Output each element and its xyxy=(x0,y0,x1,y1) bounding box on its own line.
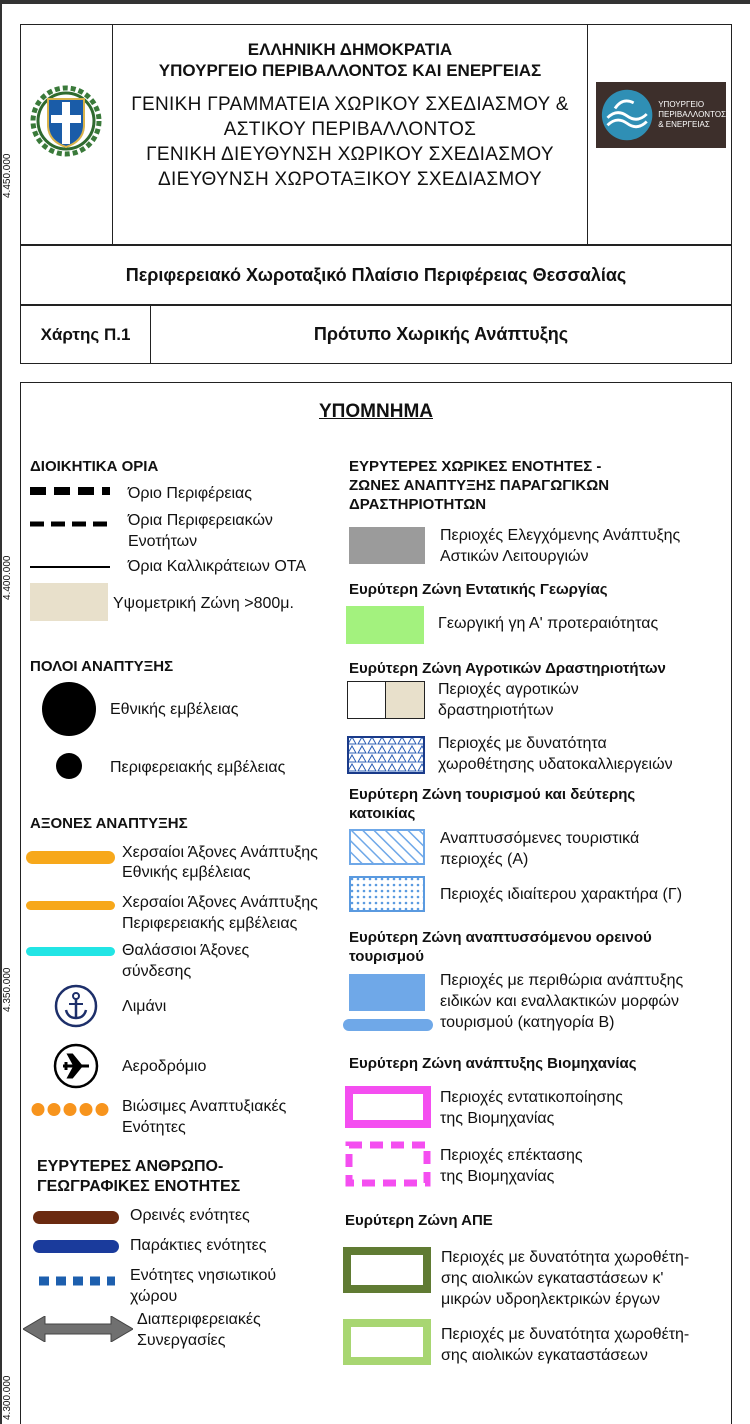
legend-label: Περιοχές με δυνατότητα xyxy=(438,735,607,752)
legend-label: Θαλάσσιοι Άξονες xyxy=(122,942,250,959)
national-pole-icon xyxy=(41,681,97,737)
double-arrow-icon xyxy=(23,1316,133,1342)
mountain-units-symbol xyxy=(33,1211,119,1224)
tourism-a-swatch xyxy=(349,829,425,865)
legend-label: Όρια Καλλικράτειων ΟΤΑ xyxy=(128,558,307,575)
coastal-units-symbol xyxy=(33,1240,119,1253)
legend-label: Διαπεριφερειακές xyxy=(137,1311,261,1328)
legend-label: Όριο Περιφέρειας xyxy=(128,485,252,502)
header-line: ΔΙΕΥΘΥΝΣΗ ΧΩΡΟΤΑΞΙΚΟΥ ΣΧΕΔΙΑΣΜΟΥ xyxy=(158,169,542,190)
legend-label: της Βιομηχανίας xyxy=(440,1168,555,1185)
section-title-anthro: ΕΥΡΥΤΕΡΕΣ ΑΝΘΡΩΠΟ- xyxy=(37,1158,224,1175)
sustainable-units-symbol xyxy=(30,1102,110,1117)
tourism-g-swatch xyxy=(349,876,425,912)
section-title-zones: ΖΩΝΕΣ ΑΝΑΠΤΥΞΗΣ ΠΑΡΑΓΩΓΙΚΩΝ xyxy=(349,477,610,494)
region-boundary-symbol xyxy=(30,486,110,496)
wave-logo-icon xyxy=(600,86,654,144)
legend-label: Όρια Περιφερειακών xyxy=(128,512,273,529)
legend-label: τουρισμού (κατηγορία Β) xyxy=(440,1014,615,1031)
ministry-logo-cell xyxy=(587,25,731,244)
header-box xyxy=(20,24,732,364)
sea-axis-symbol xyxy=(26,947,115,956)
legend-label: σης αιολικών εγκαταστάσεων xyxy=(441,1347,648,1364)
national-axis-symbol xyxy=(26,851,115,864)
mountain-tourism-line-symbol xyxy=(343,1019,433,1031)
logo-text: & ΕΝΕΡΓΕΙΑΣ xyxy=(658,120,710,129)
legend-label: Βιώσιμες Αναπτυξιακές xyxy=(122,1098,287,1115)
section-title-zones: ΕΥΡΥΤΕΡΕΣ ΧΩΡΙΚΕΣ ΕΝΟΤΗΤΕΣ - xyxy=(349,458,602,475)
header-line: ΓΕΝΙΚΗ ΔΙΕΥΘΥΝΣΗ ΧΩΡΙΚΟΥ ΣΧΕΔΙΑΣΜΟΥ xyxy=(146,144,554,165)
legend-label: περιοχές (Α) xyxy=(440,851,529,868)
legend-label: Αεροδρόμιο xyxy=(122,1058,207,1075)
legend-box xyxy=(20,382,732,1424)
legend-label: Περιοχές εντατικοποίησης xyxy=(440,1089,623,1106)
logo-text: ΥΠΟΥΡΓΕΙΟ xyxy=(658,100,705,109)
aquaculture-swatch xyxy=(347,736,425,774)
section-title-res: Ευρύτερη Ζώνη ΑΠΕ xyxy=(345,1212,493,1229)
legend-label: Λιμάνι xyxy=(122,998,167,1015)
coat-of-arms-cell xyxy=(21,25,113,244)
coord-label: 4.450.000 xyxy=(2,153,13,198)
section-title-zones: ΔΡΑΣΤΗΡΙΟΤΗΤΩΝ xyxy=(349,496,487,513)
legend-label: Ενότητες νησιωτικού xyxy=(130,1267,277,1284)
legend-label: Περιοχές με περιθώρια ανάπτυξης xyxy=(440,972,684,989)
legend-label: σης αιολικών εγκαταστάσεων κ' xyxy=(441,1270,664,1287)
legend-label: Περιοχές επέκτασης xyxy=(440,1147,583,1164)
legend-label: Παράκτιες ενότητες xyxy=(130,1237,267,1254)
greek-coat-of-arms-icon xyxy=(26,79,106,159)
section-title-rural: Ευρύτερη Ζώνη Αγροτικών Δραστηριοτήτων xyxy=(349,660,666,677)
logo-text: ΠΕΡΙΒΑΛΛΟΝΤΟΣ xyxy=(658,110,726,119)
legend-label: Εθνικής εμβέλειας xyxy=(122,864,251,881)
legend-label: Αναπτυσσόμενες τουριστικά xyxy=(440,830,640,847)
legend-label: Περιοχές με δυνατότητα χωροθέτη- xyxy=(441,1249,690,1266)
header-line: ΥΠΟΥΡΓΕΙΟ ΠΕΡΙΒΑΛΛΟΝΤΟΣ ΚΑΙ ΕΝΕΡΓΕΙΑΣ xyxy=(158,61,542,80)
coord-label: 4.400.000 xyxy=(2,555,13,600)
legend-label: Εθνικής εμβέλειας xyxy=(110,701,239,718)
legend-label: Γεωργική γη Α' προτεραιότητας xyxy=(438,615,659,632)
coord-label: 4.350.000 xyxy=(2,967,13,1012)
altitude-zone-swatch xyxy=(30,583,108,621)
legend-label: Χερσαίοι Άξονες Ανάπτυξης xyxy=(122,844,318,861)
anchor-icon xyxy=(54,984,98,1028)
industry-expansion-swatch xyxy=(345,1141,431,1187)
agricultural-land-swatch xyxy=(346,606,424,644)
section-title-poles: ΠΟΛΟΙ ΑΝΑΠΤΥΞΗΣ xyxy=(30,658,174,675)
legend-label: χώρου xyxy=(130,1288,178,1305)
section-title-axes: ΑΞΟΝΕΣ ΑΝΑΠΤΥΞΗΣ xyxy=(30,815,188,832)
coord-label: 4.300.000 xyxy=(2,1375,13,1420)
legend-label: Υψομετρική Ζώνη >800μ. xyxy=(113,595,294,612)
map-name: Πρότυπο Χωρικής Ανάπτυξης xyxy=(313,324,569,344)
header-line: ΕΛΛΗΝΙΚΗ ΔΗΜΟΚΡΑΤΙΑ xyxy=(247,40,453,59)
ministry-logo xyxy=(596,82,726,148)
legend-label: Αστικών Λειτουργιών xyxy=(440,548,589,565)
legend-label: χωροθέτησης υδατοκαλλιεργειών xyxy=(438,756,673,773)
map-number: Χάρτης Π.1 xyxy=(21,306,151,363)
legend-label: μικρών υδροηλεκτρικών έργων xyxy=(441,1291,660,1308)
section-title-industry: Ευρύτερη Ζώνη ανάπτυξης Βιομηχανίας xyxy=(349,1055,637,1072)
legend-label: Περιφερειακής εμβέλειας xyxy=(122,915,298,932)
rural-activities-swatch xyxy=(347,681,425,719)
document-title: Περιφερειακό Χωροταξικό Πλαίσιο Περιφέρειας Θεσσαλίας xyxy=(125,265,627,285)
legend-label: ειδικών και εναλλακτικών μορφών xyxy=(440,993,680,1010)
municipality-boundary-symbol xyxy=(30,565,110,569)
section-title-agri: Ευρύτερη Ζώνη Εντατικής Γεωργίας xyxy=(349,581,608,598)
legend-label: Περιοχές με δυνατότητα χωροθέτη- xyxy=(441,1326,690,1343)
section-title-tourism: Ευρύτερη Ζώνη τουρισμού και δεύτερης xyxy=(349,786,636,803)
regional-unit-boundary-symbol xyxy=(30,520,110,528)
legend-label: Περιοχές Ελεγχόμενης Ανάπτυξης xyxy=(440,527,681,544)
legend-label: Περιφερειακής εμβέλειας xyxy=(110,759,286,776)
section-title-mountain-tourism: Ευρύτερη Ζώνη αναπτυσσόμενου ορεινού xyxy=(349,929,652,946)
regional-pole-icon xyxy=(55,752,83,780)
section-title-mountain-tourism: τουρισμού xyxy=(349,948,424,965)
legend-label: δραστηριοτήτων xyxy=(438,702,554,719)
section-title-tourism: κατοικίας xyxy=(349,805,416,822)
header-line: ΓΕΝΙΚΗ ΓΡΑΜΜΑΤΕΙΑ ΧΩΡΙΚΟΥ ΣΧΕΔΙΑΣΜΟΥ & xyxy=(131,94,569,115)
legend-label: Ενότητες xyxy=(122,1119,186,1136)
legend-label: Περιοχές αγροτικών xyxy=(438,681,579,698)
map-info-row xyxy=(21,306,731,363)
frame-left-line xyxy=(0,0,2,1424)
section-title-admin: ΔΙΟΙΚΗΤΙΚΑ ΟΡΙΑ xyxy=(30,458,159,475)
urban-zone-swatch xyxy=(349,527,425,564)
ministry-text-block xyxy=(113,25,587,244)
legend-label: Ενοτήτων xyxy=(128,533,198,550)
legend-label: σύνδεσης xyxy=(122,963,192,980)
mountain-tourism-swatch xyxy=(349,974,425,1011)
wind-zone-swatch xyxy=(343,1319,431,1365)
header-line: ΑΣΤΙΚΟΥ ΠΕΡΙΒΑΛΛΟΝΤΟΣ xyxy=(223,119,477,140)
legend-label: Περιοχές ιδιαίτερου χαρακτήρα (Γ) xyxy=(440,886,683,903)
legend-label: Συνεργασίες xyxy=(137,1332,226,1349)
island-units-symbol xyxy=(39,1276,115,1286)
industry-intensification-swatch xyxy=(345,1086,431,1128)
airplane-icon xyxy=(53,1043,99,1089)
legend-title: ΥΠΟΜΝΗΜΑ xyxy=(319,401,433,422)
legend-label: Ορεινές ενότητες xyxy=(130,1207,250,1224)
legend-label: Χερσαίοι Άξονες Ανάπτυξης xyxy=(122,894,318,911)
frame-top-line xyxy=(0,0,750,4)
wind-hydro-zone-swatch xyxy=(343,1247,431,1293)
regional-axis-symbol xyxy=(26,901,115,910)
legend-label: της Βιομηχανίας xyxy=(440,1110,555,1127)
section-title-anthro: ΓΕΩΓΡΑΦΙΚΕΣ ΕΝΟΤΗΤΕΣ xyxy=(37,1178,241,1195)
